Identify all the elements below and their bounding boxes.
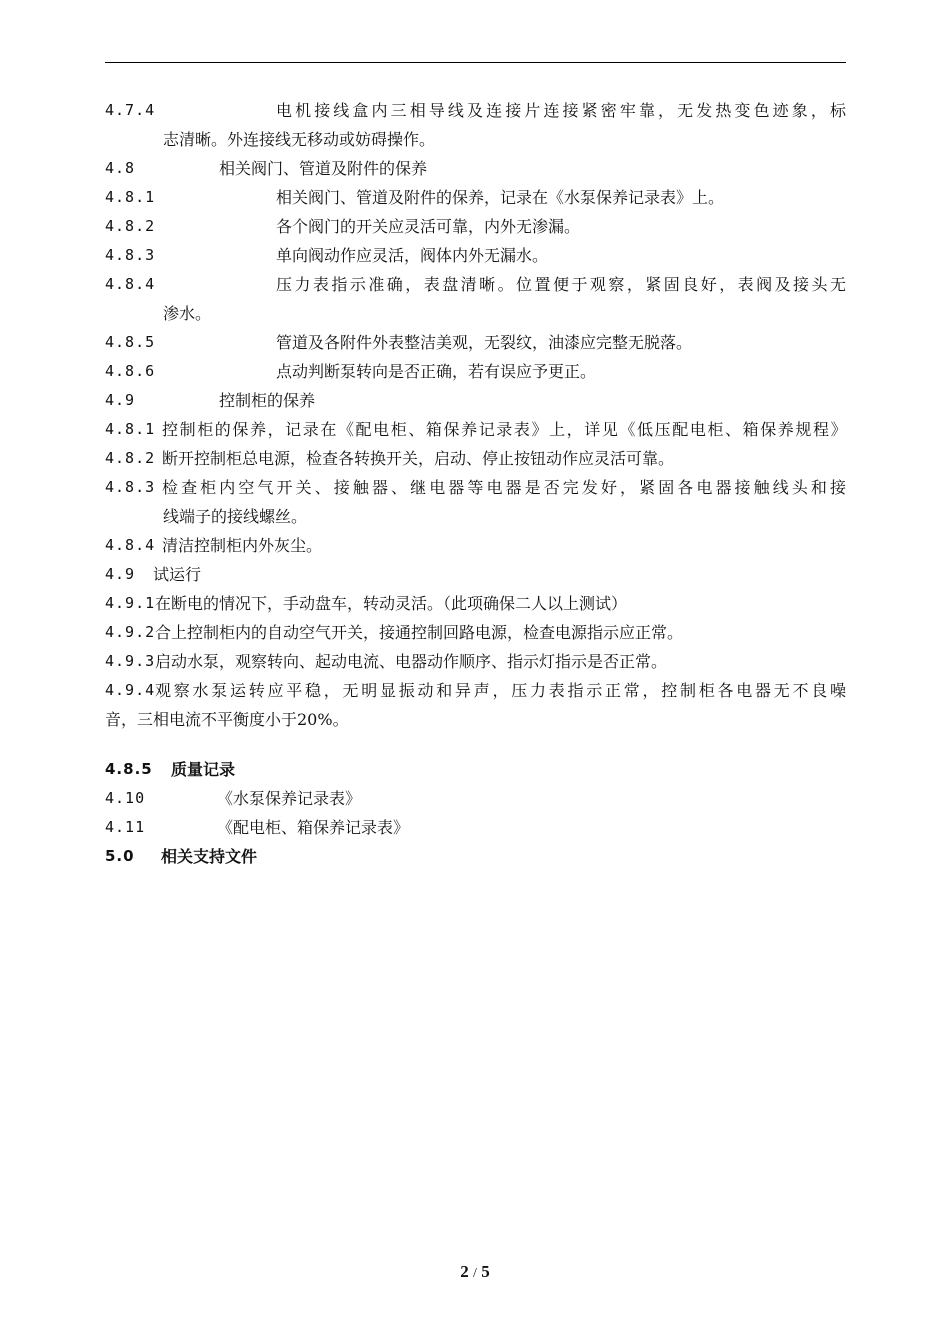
clause-number: 4.8.1 (105, 420, 156, 438)
clause-text-continued: 渗水。 (163, 304, 212, 323)
heading-number: 4.8.5 (105, 760, 153, 778)
section-title: 相关阀门、管道及附件的保养 (219, 159, 428, 178)
record-line (105, 784, 846, 813)
page-number (0, 1262, 950, 1282)
clause-line (105, 357, 846, 386)
document-body (105, 96, 846, 871)
record-number: 4.11 (105, 818, 146, 836)
clause-text: 单向阀动作应灵活，阀体内外无漏水。 (276, 246, 549, 265)
clause-text: 压力表指示准确，表盘清晰。位置便于观察，紧固良好，表阀及接头无 (276, 275, 846, 294)
clause-line (105, 96, 846, 125)
clause-line (105, 618, 846, 647)
heading-title: 相关支持文件 (161, 847, 258, 866)
heading-title: 质量记录 (171, 760, 236, 779)
clause-line (105, 444, 846, 473)
clause-text: 各个阀门的开关应灵活可靠，内外无渗漏。 (276, 217, 581, 236)
clause-number: 4.9.3 (105, 652, 156, 670)
clause-text-continued: 音，三相电流不平衡度小于20%。 (105, 710, 349, 729)
clause-text: 管道及各附件外表整洁美观，无裂纹，油漆应完整无脱落。 (276, 333, 693, 352)
clause-number: 4.7.4 (105, 101, 156, 119)
clause-line (105, 415, 846, 444)
clause-text-continued: 线端子的接线螺丝。 (163, 507, 308, 526)
clause-number: 4.8.6 (105, 362, 156, 380)
clause-line (105, 531, 846, 560)
clause-number: 4.8.2 (105, 217, 156, 235)
quality-heading (105, 755, 846, 784)
clause-number: 4.9.2 (105, 623, 156, 641)
clause-continuation (105, 125, 846, 154)
clause-number: 4.9.1 (105, 594, 156, 612)
record-line (105, 813, 846, 842)
section-line (105, 154, 846, 183)
clause-number: 4.8.5 (105, 333, 156, 351)
clause-line (105, 212, 846, 241)
clause-line (105, 270, 846, 299)
clause-text: 电机接线盒内三相导线及连接片连接紧密牢靠，无发热变色迹象，标 (276, 101, 846, 120)
section-line (105, 560, 846, 589)
clause-text: 检查柜内空气开关、接触器、继电器等电器是否完发好，紧固各电器接触线头和接 (162, 478, 846, 497)
clause-text: 控制柜的保养，记录在《配电柜、箱保养记录表》上，详见《低压配电柜、箱保养规程》 (162, 420, 846, 439)
clause-text: 相关阀门、管道及附件的保养，记录在《水泵保养记录表》上。 (276, 188, 725, 207)
section-title: 试运行 (153, 565, 202, 584)
clause-line (105, 183, 846, 212)
heading-number: 5.0 (105, 847, 135, 865)
clause-number: 4.8.3 (105, 478, 156, 496)
clause-line (105, 676, 846, 705)
header-rule (105, 62, 846, 63)
section-number: 4.9 (105, 391, 136, 409)
page-current: 2 (460, 1262, 469, 1281)
record-title: 《水泵保养记录表》 (217, 789, 362, 808)
spacer (105, 734, 846, 755)
clause-number: 4.8.4 (105, 536, 156, 554)
clause-text: 在断电的情况下，手动盘车，转动灵活。（此项确保二人以上测试） (155, 594, 628, 613)
clause-number: 4.8.1 (105, 188, 156, 206)
clause-continuation (105, 299, 846, 328)
section-line (105, 386, 846, 415)
clause-text: 断开控制柜总电源，检查各转换开关，启动、停止按钮动作应灵活可靠。 (162, 449, 675, 468)
clause-line (105, 473, 846, 502)
support-heading (105, 842, 846, 871)
clause-continuation (105, 705, 846, 734)
section-title: 控制柜的保养 (219, 391, 316, 410)
clause-line (105, 589, 846, 618)
record-number: 4.10 (105, 789, 146, 807)
clause-text: 点动判断泵转向是否正确，若有误应予更正。 (276, 362, 597, 381)
clause-text: 合上控制柜内的自动空气开关，接通控制回路电源，检查电源指示应正常。 (155, 623, 684, 642)
clause-line (105, 647, 846, 676)
section-number: 4.8 (105, 159, 136, 177)
clause-line (105, 328, 846, 357)
clause-continuation (105, 502, 846, 531)
clause-text: 观察水泵运转应平稳，无明显振动和异声，压力表指示正常，控制柜各电器无不良噪 (155, 681, 846, 700)
record-title: 《配电柜、箱保养记录表》 (217, 818, 410, 837)
clause-number: 4.9.4 (105, 681, 156, 699)
clause-text-continued: 志清晰。外连接线无移动或妨碍操作。 (163, 130, 436, 149)
clause-number: 4.8.3 (105, 246, 156, 264)
page-total: 5 (481, 1262, 490, 1281)
clause-text: 启动水泵，观察转向、起动电流、电器动作顺序、指示灯指示是否正常。 (155, 652, 668, 671)
clause-number: 4.8.2 (105, 449, 156, 467)
page-separator: / (473, 1266, 477, 1281)
section-number: 4.9 (105, 565, 136, 583)
clause-line (105, 241, 846, 270)
clause-number: 4.8.4 (105, 275, 156, 293)
clause-text: 清洁控制柜内外灰尘。 (162, 536, 323, 555)
